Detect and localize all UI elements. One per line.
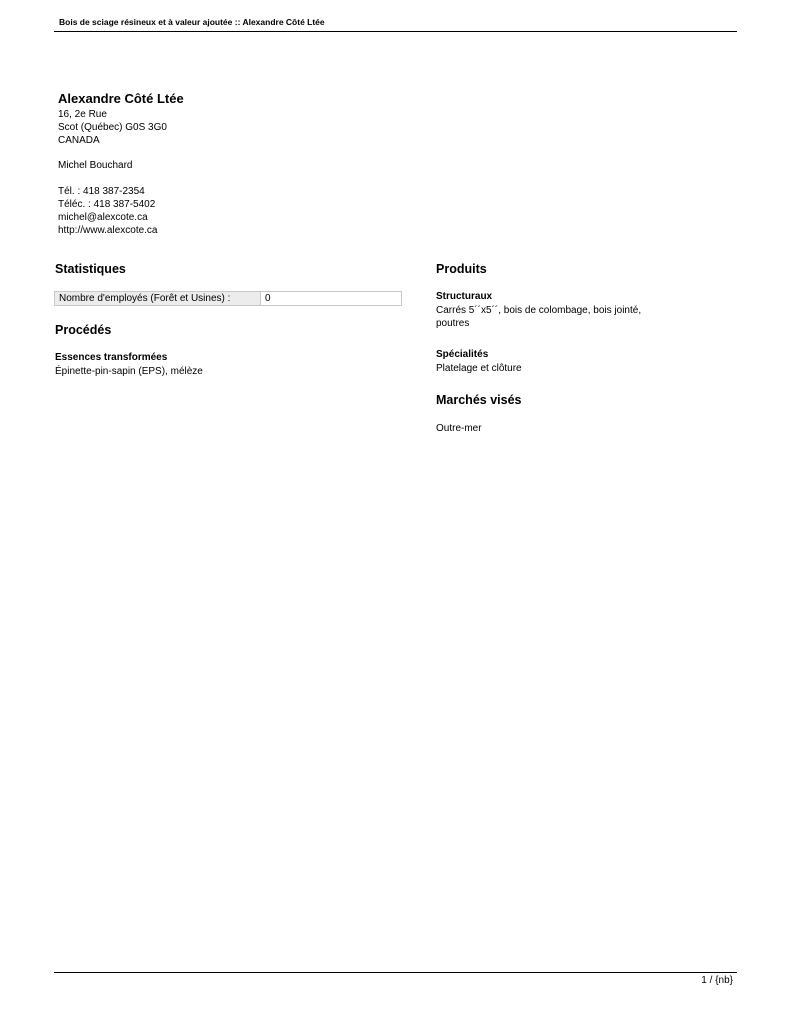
structuraux-label: Structuraux [436, 291, 493, 302]
spacer [58, 147, 378, 160]
produits-heading: Produits [436, 262, 487, 276]
fax-number: Téléc. : 418 387-5402 [58, 198, 156, 210]
stats-label-employees: Nombre d'employés (Forêt et Usines) : [55, 292, 260, 305]
address-country: CANADA [58, 134, 100, 146]
spacer [58, 173, 378, 186]
page-number: 1 / {nb} [701, 975, 733, 986]
contact-name: Michel Bouchard [58, 160, 133, 172]
statistics-heading: Statistiques [55, 262, 126, 276]
structuraux-text-line-1: Carrés 5´´x5´´, bois de colombage, bois jointé, [436, 304, 642, 316]
marches-heading: Marchés visés [436, 393, 522, 407]
address-line-1: 16, 2e Rue [58, 109, 107, 120]
specialites-label: Spécialités [436, 349, 489, 360]
phone-number: Tél. : 418 387-2354 [58, 186, 145, 198]
document-header-title: Bois de sciage résineux et à valeur ajoutée :: Alexandre Côté Ltée [59, 17, 325, 27]
marches-item [436, 422, 736, 435]
essences-label: Essences transformées [55, 352, 168, 363]
footer-divider [54, 972, 737, 973]
procedes-heading: Procédés [55, 323, 112, 337]
company-name: Alexandre Côté Ltée [58, 91, 184, 106]
address-line-2: Scot (Québec) G0S 3G0 [58, 121, 167, 133]
company-info [58, 90, 378, 237]
email-link[interactable]: michel@alexcote.ca [58, 211, 148, 223]
essences-text: Épinette-pin-sapin (EPS), mélèze [55, 365, 203, 377]
header-divider [54, 31, 737, 32]
website-link[interactable]: http://www.alexcote.ca [58, 224, 158, 236]
stats-value-employees: 0 [260, 292, 401, 305]
procedes-item [55, 352, 355, 378]
statistics-table [54, 291, 402, 306]
specialites-text: Platelage et clôture [436, 362, 522, 374]
produits-item-specialites [436, 349, 736, 375]
marches-text: Outre-mer [436, 423, 482, 434]
structuraux-text-line-2: poutres [436, 317, 470, 329]
produits-item-structuraux [436, 291, 736, 330]
